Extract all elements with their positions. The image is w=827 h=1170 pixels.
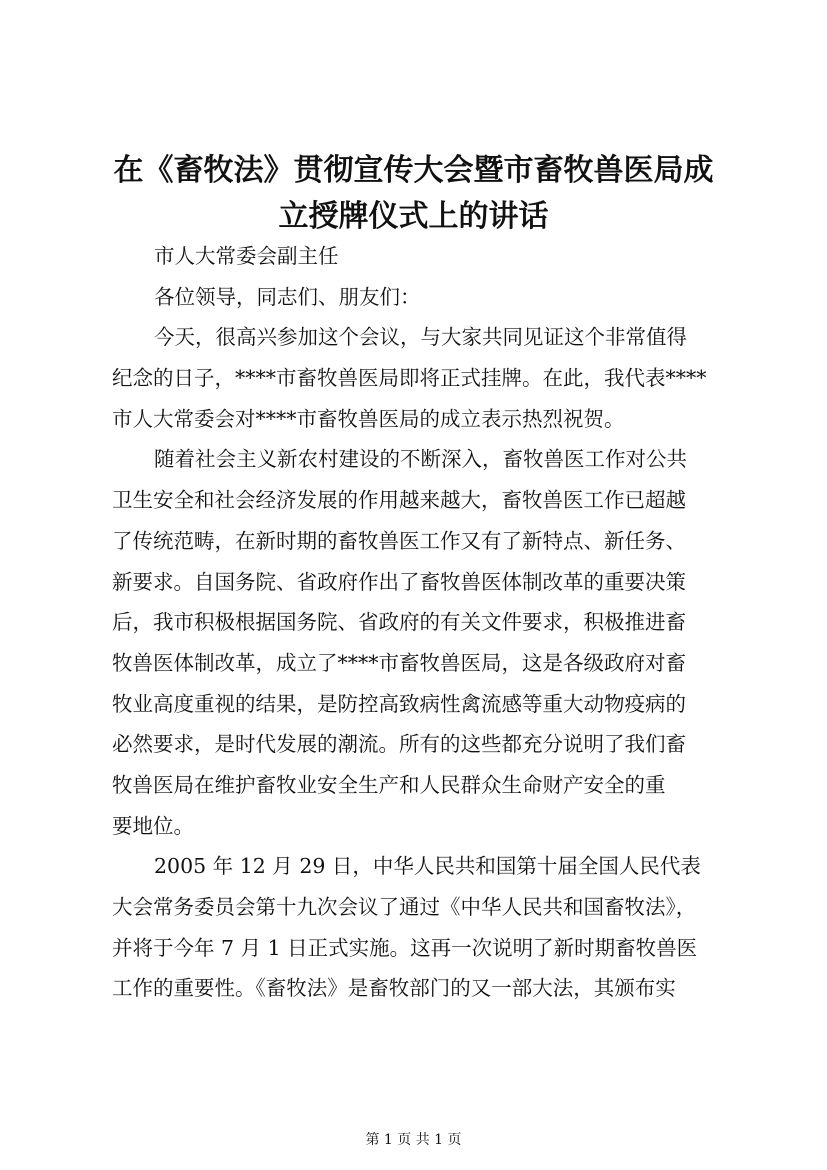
author-line: 市人大常委会副主任 bbox=[154, 244, 339, 268]
paragraph-3 bbox=[112, 846, 724, 1009]
paragraph-line: 牧业高度重视的结果，是防控高致病性禽流感等重大动物疫病的 bbox=[112, 691, 686, 716]
paragraph-line: 随着社会主义新农村建设的不断深入，畜牧兽医工作对公共 bbox=[154, 447, 687, 472]
paragraph-line: 了传统范畴，在新时期的畜牧兽医工作又有了新特点、新任务、 bbox=[112, 528, 686, 553]
page-footer: 第 1 页 共 1 页 bbox=[365, 1132, 462, 1148]
document-title bbox=[90, 148, 737, 240]
paragraph-line: 工作的重要性。《畜牧法》是畜牧部门的又一部大法，其颁布实 bbox=[112, 976, 676, 1001]
paragraph-line: 新要求。自国务院、省政府作出了畜牧兽医体制改革的重要决策 bbox=[112, 569, 686, 594]
paragraph-1 bbox=[112, 317, 724, 439]
paragraph-line: 今天，很高兴参加这个会议，与大家共同见证这个非常值得 bbox=[154, 325, 687, 350]
paragraph-line: 市人大常委会对****市畜牧兽医局的成立表示热烈祝贺。 bbox=[112, 406, 625, 431]
paragraph-line: 牧兽医局在维护畜牧业安全生产和人民群众生命财产安全的重 bbox=[112, 772, 666, 797]
paragraph-line: 纪念的日子，****市畜牧兽医局即将正式挂牌。在此，我代表**** bbox=[112, 366, 707, 391]
paragraph-line: 2005 年 12 月 29 日，中华人民共和国第十届全国人民代表 bbox=[154, 854, 701, 879]
paragraph-line: 大会常务委员会第十九次会议了通过《中华人民共和国畜牧法》， bbox=[112, 895, 697, 919]
paragraph-2 bbox=[112, 439, 724, 846]
title-line-2: 立授牌仪式上的讲话 bbox=[278, 199, 549, 234]
document-body bbox=[112, 236, 724, 1009]
paragraph-line: 并将于今年 7 月 1 日正式实施。这再一次说明了新时期畜牧兽医 bbox=[112, 935, 698, 960]
paragraph-line: 牧兽医体制改革，成立了****市畜牧兽医局，这是各级政府对畜 bbox=[112, 650, 686, 675]
paragraph-line: 后，我市积极根据国务院、省政府的有关文件要求，积极推进畜 bbox=[112, 610, 686, 635]
paragraph-line: 卫生安全和社会经济发展的作用越来越大，畜牧兽医工作已超越 bbox=[112, 488, 686, 513]
title-line-1: 在《畜牧法》贯彻宣传大会暨市畜牧兽医局成 bbox=[113, 153, 714, 188]
salutation: 各位领导，同志们、朋友们： bbox=[154, 284, 421, 309]
paragraph-line: 必然要求，是时代发展的潮流。所有的这些都充分说明了我们畜 bbox=[112, 732, 686, 757]
paragraph-line: 要地位。 bbox=[112, 813, 194, 838]
